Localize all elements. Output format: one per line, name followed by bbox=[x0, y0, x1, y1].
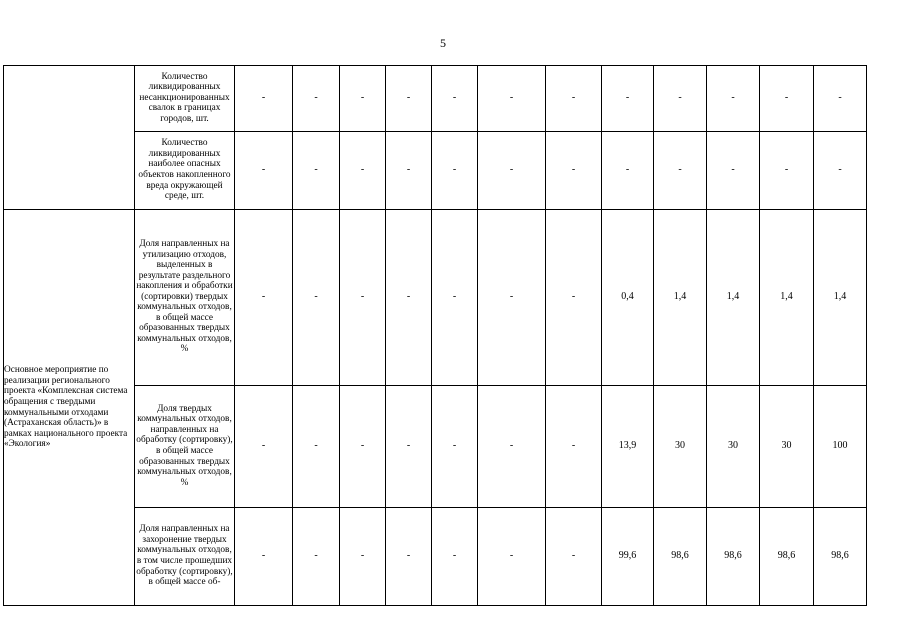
value-cell: 98,6 bbox=[760, 508, 814, 606]
value-cell: - bbox=[293, 132, 340, 210]
value-cell: 1,4 bbox=[814, 210, 867, 386]
value-cell: - bbox=[654, 132, 707, 210]
value-cell: - bbox=[235, 132, 293, 210]
value-cell: - bbox=[340, 132, 386, 210]
value-cell: - bbox=[432, 386, 478, 508]
value-cell: - bbox=[546, 386, 602, 508]
value-cell: - bbox=[293, 386, 340, 508]
value-cell: 1,4 bbox=[707, 210, 760, 386]
indicator-table bbox=[3, 65, 867, 606]
indicator-cell: Количество ликвидированных наиболее опасных объектов накопленного вреда окружающей среде, шт. bbox=[135, 132, 235, 210]
value-cell: - bbox=[814, 132, 867, 210]
value-cell: 99,6 bbox=[602, 508, 654, 606]
value-cell: - bbox=[478, 132, 546, 210]
value-cell: - bbox=[340, 386, 386, 508]
value-cell: - bbox=[432, 210, 478, 386]
value-cell: 1,4 bbox=[654, 210, 707, 386]
value-cell: 98,6 bbox=[707, 508, 760, 606]
value-cell: 0,4 bbox=[602, 210, 654, 386]
value-cell: - bbox=[654, 66, 707, 132]
value-cell: - bbox=[386, 210, 432, 386]
value-cell: 30 bbox=[707, 386, 760, 508]
table-row bbox=[4, 210, 867, 386]
value-cell: 30 bbox=[760, 386, 814, 508]
value-cell: - bbox=[546, 508, 602, 606]
value-cell: - bbox=[293, 210, 340, 386]
value-cell: 30 bbox=[654, 386, 707, 508]
value-cell: - bbox=[386, 508, 432, 606]
group-cell bbox=[4, 66, 135, 210]
value-cell: - bbox=[432, 132, 478, 210]
table-row bbox=[4, 66, 867, 132]
value-cell: - bbox=[546, 132, 602, 210]
value-cell: - bbox=[293, 508, 340, 606]
value-cell: - bbox=[546, 66, 602, 132]
value-cell: - bbox=[478, 210, 546, 386]
value-cell: - bbox=[235, 386, 293, 508]
value-cell: - bbox=[432, 508, 478, 606]
value-cell: 98,6 bbox=[654, 508, 707, 606]
value-cell: - bbox=[478, 66, 546, 132]
value-cell: - bbox=[293, 66, 340, 132]
value-cell: - bbox=[432, 66, 478, 132]
group-cell: Основное мероприятие по реализации регионального проекта «Комплексная система обращения с твердыми коммунальными отходами (Астраханская область)» в рамках национального проекта «Экология» bbox=[4, 210, 135, 606]
value-cell: - bbox=[340, 508, 386, 606]
value-cell: - bbox=[478, 508, 546, 606]
value-cell: - bbox=[602, 132, 654, 210]
value-cell: - bbox=[340, 66, 386, 132]
indicator-cell: Доля твердых коммунальных отходов, направленных на обработку (сортировку), в общей массе образованных твердых коммунальных отходов, % bbox=[135, 386, 235, 508]
value-cell: - bbox=[760, 132, 814, 210]
indicator-cell: Доля направленных на захоронение твердых коммунальных отходов, в том числе прошедших обработку (сортировку), в общей массе об- bbox=[135, 508, 235, 606]
value-cell: - bbox=[340, 210, 386, 386]
value-cell: - bbox=[386, 66, 432, 132]
value-cell: - bbox=[478, 386, 546, 508]
indicator-cell: Количество ликвидированных несанкционированных свалок в границах городов, шт. bbox=[135, 66, 235, 132]
value-cell: - bbox=[235, 210, 293, 386]
value-cell: - bbox=[814, 66, 867, 132]
value-cell: - bbox=[602, 66, 654, 132]
value-cell: - bbox=[235, 66, 293, 132]
value-cell: - bbox=[386, 386, 432, 508]
value-cell: - bbox=[235, 508, 293, 606]
value-cell: - bbox=[760, 66, 814, 132]
value-cell: 100 bbox=[814, 386, 867, 508]
value-cell: 1,4 bbox=[760, 210, 814, 386]
value-cell: - bbox=[386, 132, 432, 210]
value-cell: - bbox=[707, 66, 760, 132]
value-cell: 98,6 bbox=[814, 508, 867, 606]
value-cell: - bbox=[546, 210, 602, 386]
value-cell: 13,9 bbox=[602, 386, 654, 508]
page-number: 5 bbox=[440, 36, 446, 50]
indicator-cell: Доля направленных на утилизацию отходов, выделенных в результате раздельного накопления и обработки (сортировки) твердых коммунальных отходов, в общей массе образованных твердых коммунальных отходов, % bbox=[135, 210, 235, 386]
value-cell: - bbox=[707, 132, 760, 210]
